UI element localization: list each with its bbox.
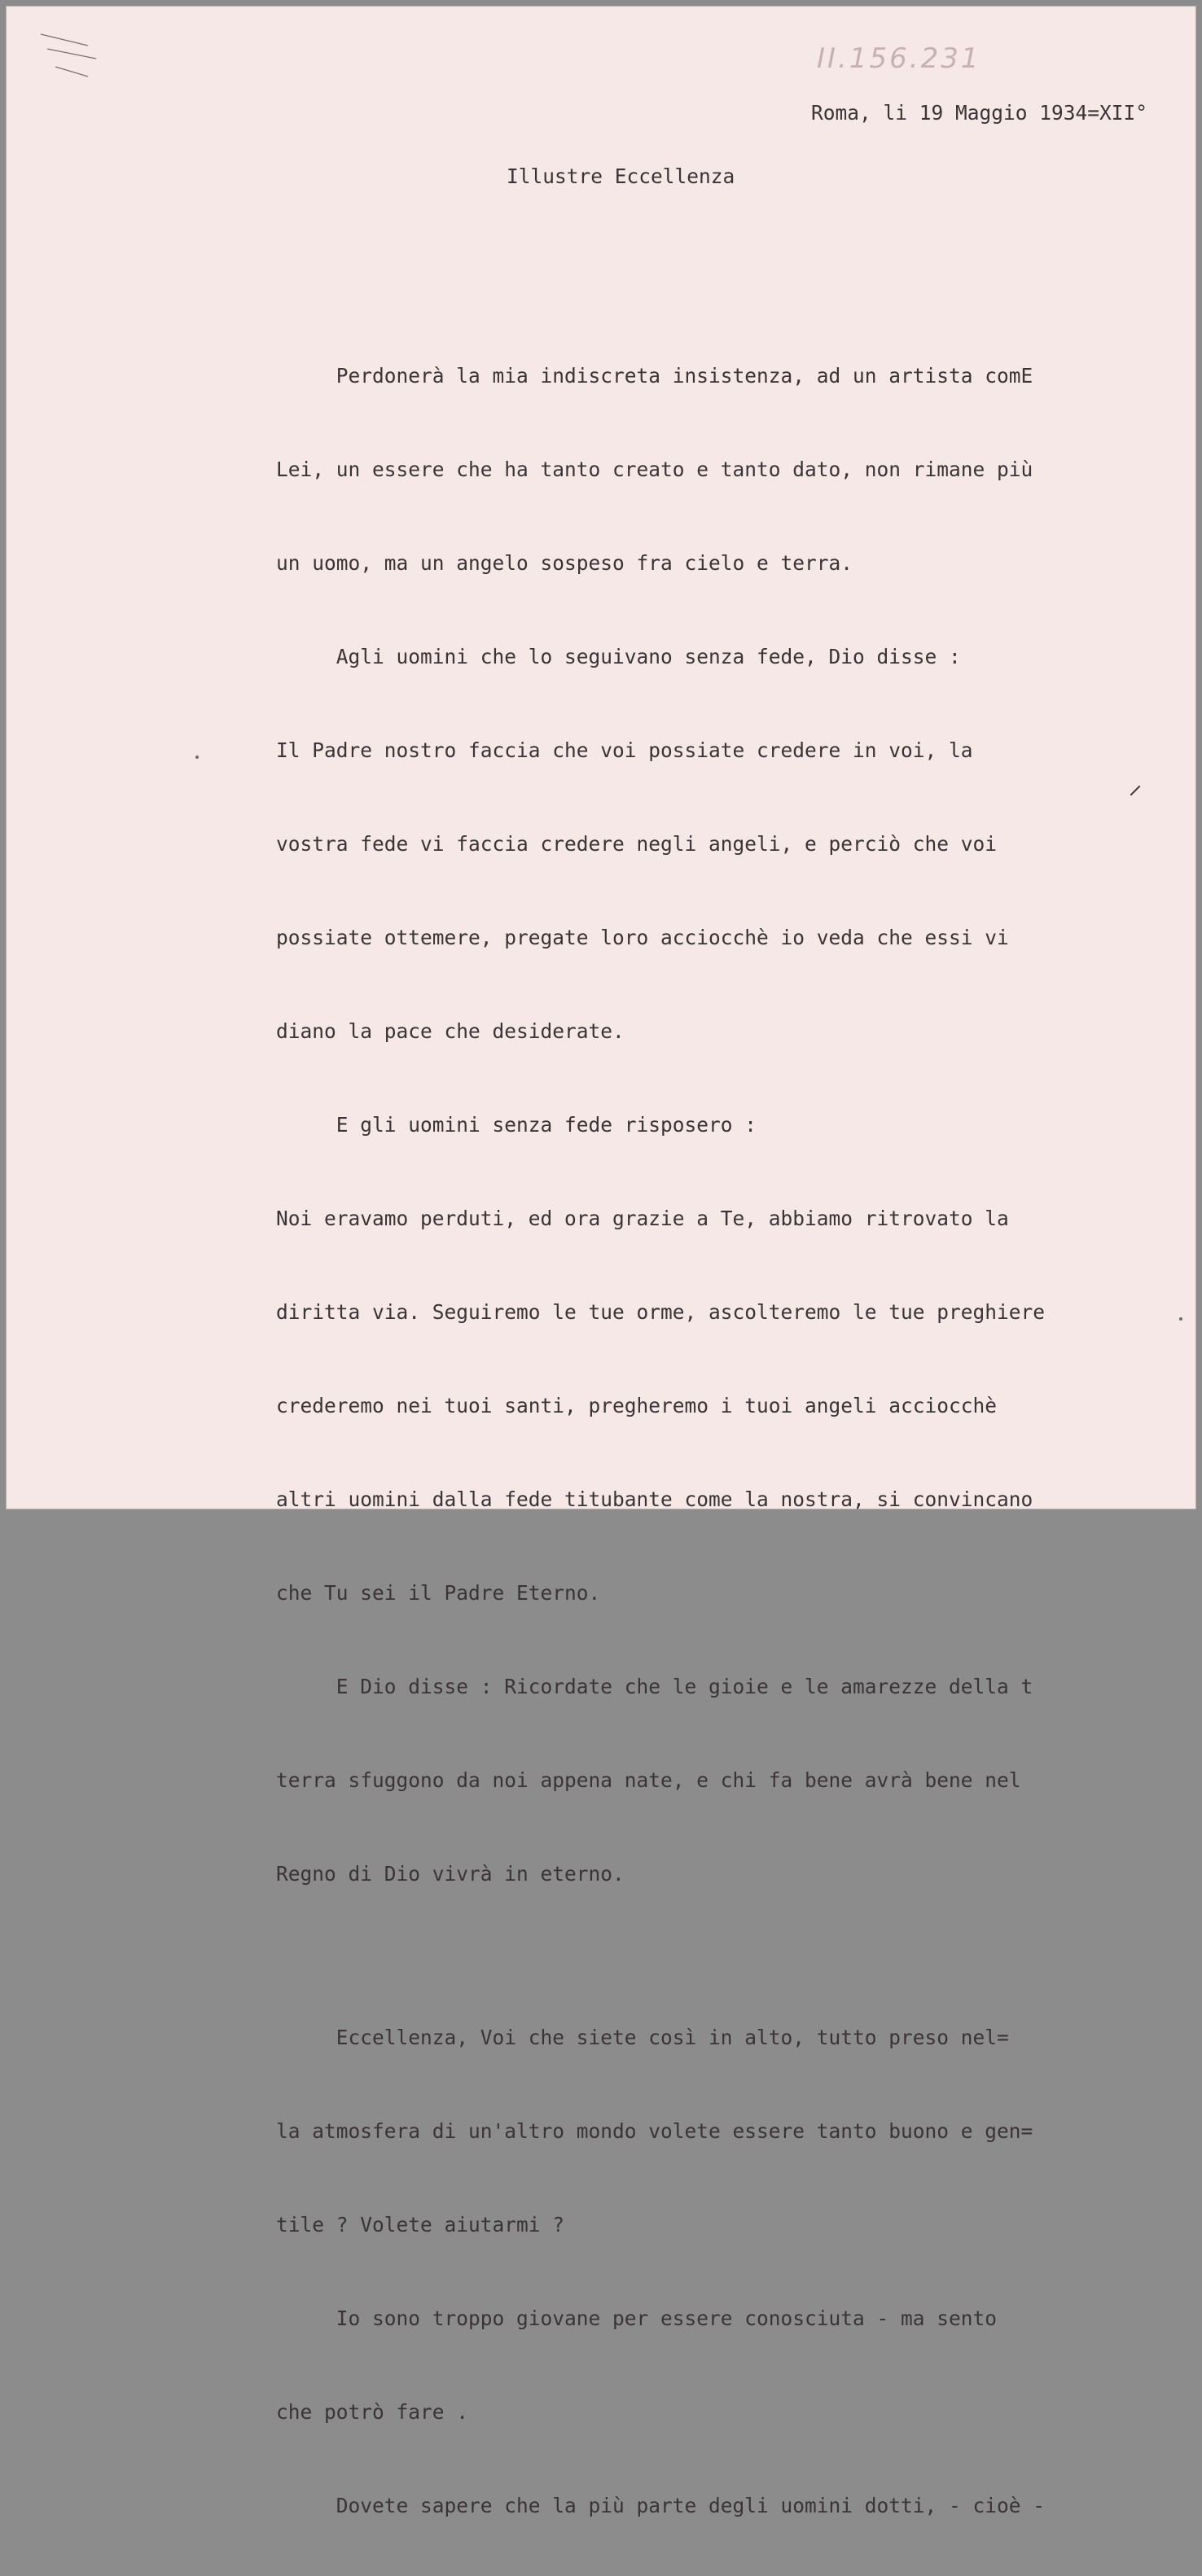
body-line: Noi eravamo perduti, ed ora grazie a Te, abbiamo ritrovato la	[276, 1207, 1009, 1230]
paper-speck	[195, 756, 199, 759]
archive-inventory-number: II.156.231	[817, 42, 981, 75]
body-line: Dovete sapere che la più parte degli uomini dotti, - cioè -	[276, 2494, 1046, 2517]
body-line: Lei, un essere che ha tanto creato e tanto dato, non rimane più	[276, 458, 1033, 481]
body-line: E gli uomini senza fede risposero :	[276, 1113, 757, 1137]
letter-body	[276, 305, 1045, 2576]
body-line: la atmosfera di un'altro mondo volete essere tanto buono e gen=	[276, 2119, 1033, 2143]
body-line: altri uomini dalla fede titubante come la nostra, si convincano	[276, 1487, 1033, 1511]
body-line: Eccellenza, Voi che siete così in alto, tutto preso nel=	[276, 2026, 1009, 2049]
body-line: possiate ottemere, pregate loro acciocchè io veda che essi vi	[276, 926, 1009, 949]
body-line: Il Padre nostro faccia che voi possiate credere in voi, la	[276, 738, 973, 762]
body-line: tile ? Volete aiutarmi ?	[276, 2213, 565, 2236]
body-line: terra sfuggono da noi appena nate, e chi fa bene avrà bene nel	[276, 1768, 1021, 1792]
body-line: che potrò fare .	[276, 2400, 469, 2424]
body-line: diano la pace che desiderate.	[276, 1019, 625, 1043]
body-line: Regno di Dio vivrà in eterno.	[276, 1862, 625, 1886]
body-line: Io sono troppo giovane per essere conosciuta - ma sento	[276, 2307, 998, 2330]
paper-speck	[1179, 1317, 1182, 1321]
letter-date: Roma, li 19 Maggio 1934=XII°	[811, 101, 1148, 125]
body-line: che Tu sei il Padre Eterno.	[276, 1581, 601, 1605]
body-line: un uomo, ma un angelo sospeso fra cielo e terra.	[276, 551, 853, 575]
body-line: Agli uomini che lo seguivano senza fede, Dio disse :	[276, 645, 961, 668]
body-line: Perdonerà la mia indiscreta insistenza, ad un artista comE	[276, 364, 1033, 388]
margin-tick-mark	[1130, 786, 1141, 796]
body-line: E Dio disse : Ricordate che le gioie e le amarezze della t	[276, 1675, 1033, 1698]
body-line: crederemo nei tuoi santi, pregheremo i tuoi angeli acciocchè	[276, 1394, 998, 1417]
paragraph-gap	[276, 1944, 1045, 1967]
corner-crease-mark	[39, 29, 104, 78]
body-line: diritta via. Seguiremo le tue orme, ascolteremo le tue preghiere	[276, 1300, 1046, 1324]
letter-page	[7, 7, 1195, 2517]
body-line: vostra fede vi faccia credere negli angeli, e perciò che voi	[276, 832, 998, 856]
letter-salutation: Illustre Eccellenza	[507, 164, 735, 188]
